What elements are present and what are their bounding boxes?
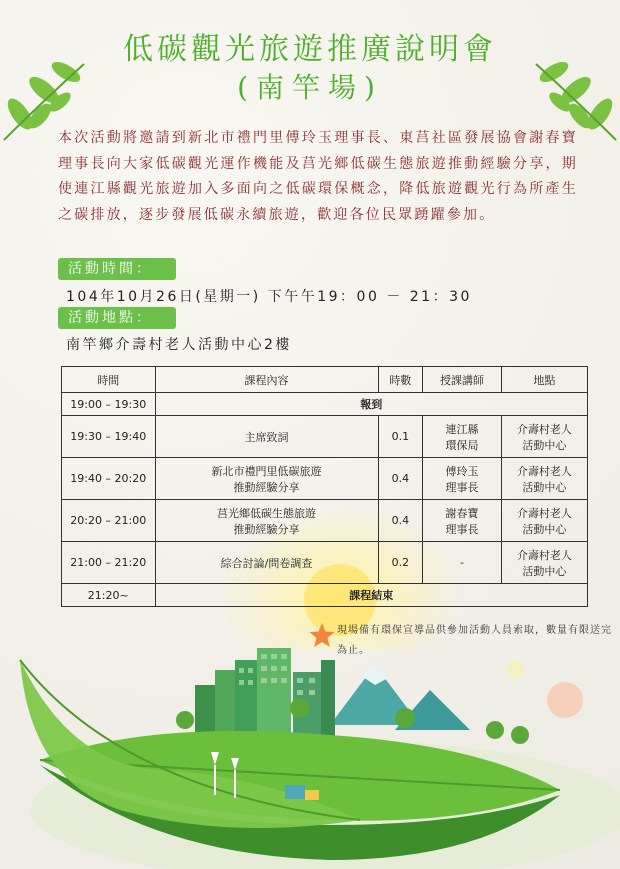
header-content: 課程內容 [155,367,378,393]
row-hours: 0.4 [378,500,423,542]
row-place-line: 介壽村老人 [516,422,572,436]
row-lecturer-line: 謝春寶 [445,506,479,520]
end-time: 21:20~ [62,584,156,607]
schedule-header-row [62,367,588,393]
row-lecturer [423,416,501,458]
row-time: 19:40 – 20:20 [62,458,156,500]
row-time: 19:30 – 19:40 [62,416,156,458]
intro-paragraph: 本次活動將邀請到新北市禮門里傅玲玉理事長、東莒社區發展協會謝春寶理事長向大家低碳觀光運作機能及莒光鄉低碳生態旅遊推動經驗分享，期使連江縣觀光旅遊加入多面向之低碳環保概念，降低旅遊觀光行為所產生之碳排放，逐步發展低碳永續旅遊，歡迎各位民眾踴躍參加。 [58,130,578,223]
row-time: 20:20 – 21:00 [62,500,156,542]
checkin-label: 報到 [155,393,588,416]
table-row [62,393,588,416]
row-content-line: 綜合討論/問卷調查 [220,556,313,570]
row-place [501,500,587,542]
row-place-line: 活動中心 [522,522,567,536]
checkin-time: 19:00 – 19:30 [62,393,156,416]
row-lecturer-line: 理事長 [445,480,479,494]
table-row [62,416,588,458]
row-place [501,416,587,458]
row-place-line: 活動中心 [522,438,567,452]
row-place-line: 活動中心 [522,480,567,494]
header-time: 時間 [62,367,156,393]
row-hours: 0.2 [378,542,423,584]
row-time: 21:00 – 21:20 [62,542,156,584]
row-content-line: 莒光鄉低碳生態旅遊 [217,506,317,520]
row-hours: 0.4 [378,458,423,500]
row-hours: 0.1 [378,416,423,458]
row-content-line: 主席致詞 [244,430,289,444]
row-place-line: 介壽村老人 [516,548,572,562]
row-content [155,500,378,542]
page-subtitle: (南竿場) [237,71,383,104]
row-lecturer-line: 理事長 [445,522,479,536]
time-value: 104年10月26日(星期一) 下午午19：00 － 21：30 [66,289,472,305]
table-row [62,458,588,500]
header-place: 地點 [501,367,587,393]
header-hours: 時數 [378,367,423,393]
row-content [155,458,378,500]
row-place-line: 介壽村老人 [516,464,572,478]
row-place [501,458,587,500]
eco-city-leaf-illustration [0,560,620,869]
row-content [155,416,378,458]
end-label: 課程結束 [155,584,588,607]
row-place-line: 介壽村老人 [516,506,572,520]
row-content-line: 推動經驗分享 [233,522,300,536]
place-value: 南竿鄉介壽村老人活動中心2樓 [66,337,292,353]
row-lecturer-line: 環保局 [445,438,479,452]
giveaway-note: 現場備有環保宣導品供參加活動人員索取，數量有限送完為止。 [337,625,612,656]
table-row [62,500,588,542]
time-label: 活動時間： [58,258,176,280]
row-content-line: 推動經驗分享 [233,480,300,494]
row-lecturer [423,500,501,542]
row-content-line: 新北市禮門里低碳旅遊 [211,464,322,478]
row-lecturer-line: - [459,556,464,569]
place-label: 活動地點： [58,307,176,329]
row-lecturer-line: 傅玲玉 [445,464,479,478]
row-lecturer-line: 連江縣 [445,422,479,436]
row-place-line: 活動中心 [522,564,567,578]
page-title: 低碳觀光旅遊推廣說明會 [123,32,497,67]
row-lecturer [423,458,501,500]
header-lecturer: 授課講師 [423,367,501,393]
